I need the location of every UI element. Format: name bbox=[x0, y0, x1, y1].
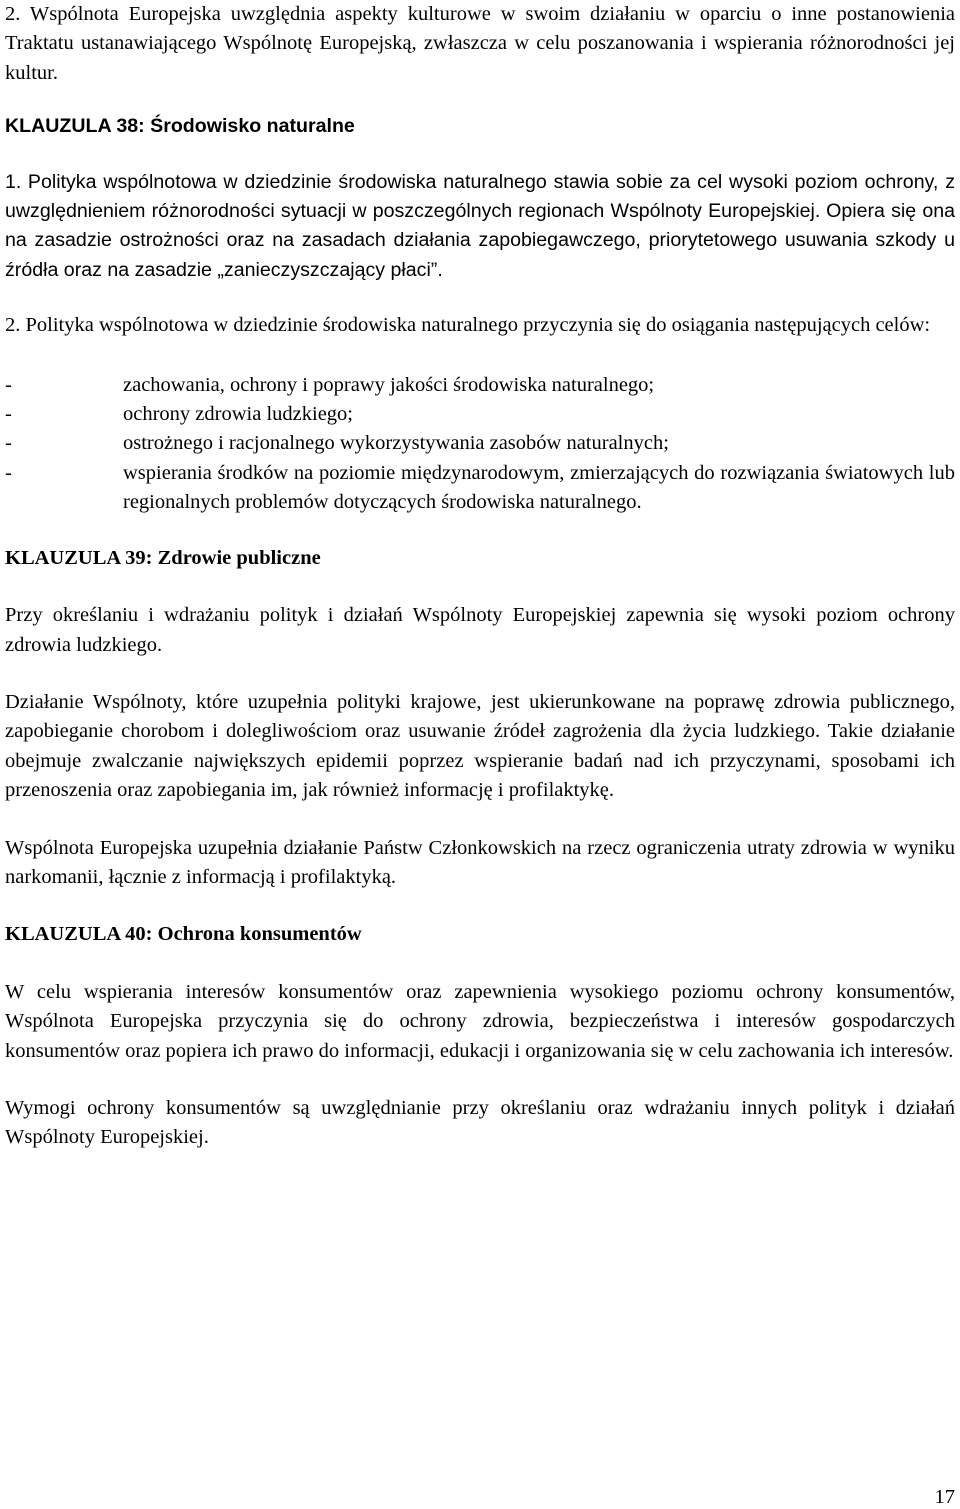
clause-38-p1-part1: Polityka wspólnotowa w dziedzinie środowiska naturalnego stawia sobie za cel wysoki poziom ochrony, z uwzględnieniem różnorodności sytuacji w poszczególnych regionach Wspólnoty Europejskiej. bbox=[5, 170, 956, 223]
list-item bbox=[5, 371, 955, 400]
list-item-text: ochrony zdrowia ludzkiego; bbox=[123, 403, 353, 426]
intro-paragraph bbox=[5, 0, 955, 88]
clause-40-paragraph-1: W celu wspierania interesów konsumentów oraz zapewnienia wysokiego poziomu ochrony konsumentów, Wspólnota Europejska przyczynia się do ochrony zdrowia, bezpieczeństwa i interesów gospodarczych konsumentów oraz popiera ich prawo do informacji, edukacji i organizowania się w celu zachowania ich interesów. bbox=[5, 980, 955, 1062]
clause-39-heading: KLAUZULA 39: Zdrowie publiczne bbox=[5, 546, 321, 569]
document-page bbox=[5, 0, 955, 1153]
clause-38-p2-text: Polityka wspólnotowa w dziedzinie środowiska naturalnego przyczynia się do osiągania następujących celów: bbox=[25, 314, 931, 337]
clause-38-p1-number: 1. bbox=[5, 170, 22, 193]
intro-number: 2. bbox=[5, 3, 21, 25]
list-item bbox=[5, 459, 955, 518]
clause-40-paragraph-2: Wymogi ochrony konsumentów są uwzględnianie przy określaniu oraz wdrażaniu innych polityk i działań Wspólnoty Europejskiej. bbox=[5, 1096, 955, 1149]
clause-38-p2-number: 2. bbox=[5, 314, 21, 337]
list-dash: - bbox=[5, 432, 12, 455]
page-number: 17 bbox=[934, 1486, 955, 1508]
list-item-text: wspierania środków na poziomie międzynarodowym, zmierzających do rozwiązania światowych lub regionalnych problemów dotyczących środowiska naturalnego. bbox=[123, 461, 955, 514]
list-item-text: zachowania, ochrony i poprawy jakości środowiska naturalnego; bbox=[123, 373, 655, 396]
list-item bbox=[5, 400, 955, 429]
list-dash: - bbox=[5, 373, 12, 396]
clause-39-paragraph-1: Przy określaniu i wdrażaniu polityk i działań Wspólnoty Europejskiej zapewnia się wysoki poziom ochrony zdrowia ludzkiego. bbox=[5, 604, 955, 656]
clause-38-goals-list bbox=[5, 371, 955, 518]
clause-39-paragraph-2: Działanie Wspólnoty, które uzupełnia polityki krajowe, jest ukierunkowane na poprawę zdrowia publicznego, zapobieganie chorobom i dolegliwościom oraz usuwanie źródeł zagrożenia dla życia ludzkiego. Takie działanie obejmuje zwalczanie największych epidemii poprzez wspieranie badań nad ich przyczynami, sposobami ich przenoszenia oraz zapobiegania im, jak również informację i profilaktykę. bbox=[5, 690, 955, 802]
list-item-text: ostrożnego i racjonalnego wykorzystywania zasobów naturalnych; bbox=[123, 432, 669, 455]
list-dash: - bbox=[5, 461, 12, 484]
list-dash: - bbox=[5, 403, 12, 426]
clause-38-p1-part2: Opiera się ona na zasadzie ostrożności oraz na zasadach działania zapobiegawczego, priorytetowego usuwania szkody u źródła oraz na zasadzie „zanieczyszczający płaci”. bbox=[5, 200, 956, 281]
intro-text: Wspólnota Europejska uwzględnia aspekty kulturowe w swoim działaniu w oparciu o inne postanowienia Traktatu ustanawiającego Wspólnotę Europejską, zwłaszcza w celu poszanowania i wspierania różnorodności jej kultur. bbox=[5, 3, 955, 84]
clause-38-paragraph-2 bbox=[5, 311, 955, 340]
clause-40-heading: KLAUZULA 40: Ochrona konsumentów bbox=[5, 923, 362, 946]
clause-39-paragraph-3: Wspólnota Europejska uzupełnia działanie Państw Członkowskich na rzecz ograniczenia utraty zdrowia w wyniku narkomanii, łącznie z informacją i profilaktyką. bbox=[5, 836, 955, 888]
list-item bbox=[5, 429, 955, 458]
clause-38-paragraph-1 bbox=[5, 168, 955, 286]
clause-38-heading: KLAUZULA 38: Środowisko naturalne bbox=[5, 115, 355, 138]
